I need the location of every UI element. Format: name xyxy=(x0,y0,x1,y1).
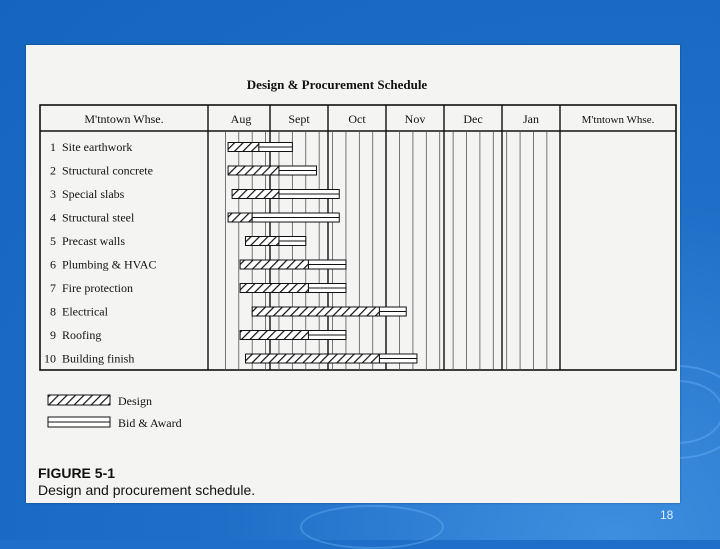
task-number: 6 xyxy=(50,257,56,272)
task-number: 1 xyxy=(50,140,56,154)
design-bar xyxy=(240,284,308,293)
chart-title: Design & Procurement Schedule xyxy=(246,77,428,92)
design-bar xyxy=(245,237,278,246)
slide-number: 18 xyxy=(660,508,674,522)
month-label-jan: Jan xyxy=(523,112,539,126)
right-header: M'tntown Whse. xyxy=(581,114,655,126)
task-number: 8 xyxy=(50,304,56,319)
figure-paper xyxy=(26,45,680,503)
legend-swatch-design xyxy=(48,395,110,405)
design-bar xyxy=(228,166,279,175)
design-bar xyxy=(245,354,379,363)
legend-label-design: Design xyxy=(118,394,152,408)
task-label: Roofing xyxy=(62,328,102,342)
task-label: Site earthwork xyxy=(62,140,133,154)
figure-caption-text: Design and procurement schedule. xyxy=(38,482,256,498)
month-label-aug: Aug xyxy=(230,112,252,126)
legend-label-bid: Bid & Award xyxy=(118,416,182,430)
task-number: 5 xyxy=(50,234,56,248)
task-label: Structural concrete xyxy=(62,163,153,178)
gantt-chart xyxy=(26,45,680,463)
task-number: 3 xyxy=(50,187,56,201)
month-label-oct: Oct xyxy=(348,112,366,126)
task-number: 10 xyxy=(44,351,56,366)
task-label: Plumbing & HVAC xyxy=(62,257,157,272)
task-label: Electrical xyxy=(62,304,108,319)
task-label: Precast walls xyxy=(62,234,125,248)
figure-caption xyxy=(38,465,255,499)
ripple-decoration xyxy=(300,505,444,549)
task-number: 7 xyxy=(50,281,56,295)
task-number: 2 xyxy=(50,163,56,178)
month-label-dec: Dec xyxy=(463,112,483,126)
task-number: 9 xyxy=(50,328,56,342)
task-number: 4 xyxy=(50,210,56,225)
task-label: Building finish xyxy=(62,351,135,366)
task-label: Fire protection xyxy=(62,281,133,295)
design-bar xyxy=(240,260,308,269)
month-label-nov: Nov xyxy=(404,112,426,126)
design-bar xyxy=(240,331,308,340)
chart-frame xyxy=(40,105,676,370)
left-header: M'tntown Whse. xyxy=(84,112,164,126)
design-bar xyxy=(232,190,279,199)
task-label: Special slabs xyxy=(62,187,125,201)
design-bar xyxy=(228,213,252,222)
figure-label: FIGURE 5-1 xyxy=(38,465,116,481)
month-label-sept: Sept xyxy=(288,112,310,126)
task-label: Structural steel xyxy=(62,210,135,225)
design-bar xyxy=(228,143,259,152)
design-bar xyxy=(252,307,379,316)
